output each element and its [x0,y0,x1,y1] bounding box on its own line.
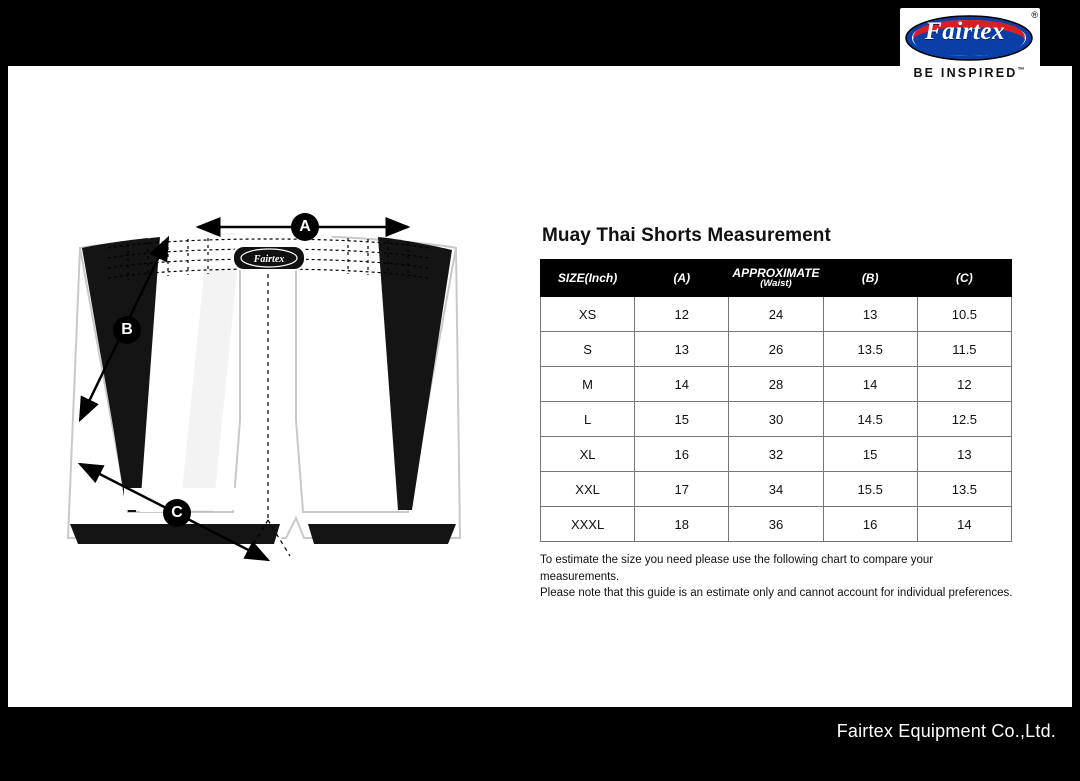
cell-waist: 36 [729,507,823,542]
cell-size: XS [541,297,635,332]
cell-b: 14 [823,367,917,402]
bottom-black-bar [0,759,1080,781]
size-chart-table [540,259,1012,542]
chart-title: Muay Thai Shorts Measurement [542,225,831,246]
cell-a: 18 [635,507,729,542]
cell-c: 12.5 [917,402,1011,437]
col-header-c [917,260,1011,297]
footer-company-name: Fairtex Equipment Co.,Ltd. [836,721,1056,741]
col-header-size [541,260,635,297]
col-header-size-text: SIZE(Inch) [557,270,618,285]
chart-note-line2: Please note that this guide is an estimate only and cannot account for individual preferences. [540,587,1013,600]
table-row [541,332,1012,367]
cell-a: 14 [635,367,729,402]
cell-size: XXXL [541,507,635,542]
col-header-waist-sub: (Waist) [760,278,792,290]
table-row [541,402,1012,437]
fairtex-wordmark: Fairtex [925,18,1005,45]
col-header-c-text: (C) [956,270,973,285]
left-border [0,22,8,759]
cell-c: 13 [917,437,1011,472]
chart-note-line1: To estimate the size you need please use the following chart to compare your measurements. [540,554,934,583]
cell-size: S [541,332,635,367]
brand-tagline-text: BE INSPIRED [913,66,1018,80]
shorts-illustration [8,120,528,590]
cell-waist: 28 [729,367,823,402]
cell-b: 15.5 [823,472,917,507]
col-header-b-text: (B) [861,270,879,285]
cell-waist: 24 [729,297,823,332]
cell-c: 13.5 [917,472,1011,507]
table-row [541,437,1012,472]
cell-size: M [541,367,635,402]
table-row [541,367,1012,402]
waistband-logo-patch [233,246,305,270]
fairtex-logo [900,8,1040,96]
cell-waist: 30 [729,402,823,437]
shorts-graphic [68,232,460,590]
measurement-panel [540,225,1020,602]
table-row [541,472,1012,507]
cell-c: 12 [917,367,1011,402]
cell-b: 13.5 [823,332,917,367]
cell-c: 14 [917,507,1011,542]
cell-b: 16 [823,507,917,542]
brand-tagline [900,66,1038,80]
cell-c: 11.5 [917,332,1011,367]
cell-waist: 32 [729,437,823,472]
cell-size: XXL [541,472,635,507]
cell-waist: 34 [729,472,823,507]
label-badge-a: A [291,213,319,241]
cell-a: 15 [635,402,729,437]
cell-b: 13 [823,297,917,332]
cell-a: 17 [635,472,729,507]
cell-b: 14.5 [823,402,917,437]
svg-text:Fairtex: Fairtex [253,254,285,265]
cell-size: XL [541,437,635,472]
col-header-a [635,260,729,297]
cell-c: 10.5 [917,297,1011,332]
table-head [541,260,1012,297]
trademark-mark: ™ [1017,66,1025,74]
label-badge-b: B [113,316,141,344]
registered-mark: ® [1031,10,1038,20]
cell-waist: 26 [729,332,823,367]
shorts-diagram-svg [8,120,528,590]
footer-band [0,707,1080,759]
table-body [541,297,1012,542]
cell-size: L [541,402,635,437]
cell-b: 15 [823,437,917,472]
col-header-a-text: (A) [673,270,691,285]
table-row [541,507,1012,542]
col-header-waist [729,260,823,297]
col-header-waist-text: APPROXIMATE [732,265,820,280]
table-row [541,297,1012,332]
cell-a: 12 [635,297,729,332]
cell-a: 13 [635,332,729,367]
chart-note [540,552,1014,602]
cell-a: 16 [635,437,729,472]
right-border [1072,22,1080,759]
label-badge-c: C [163,499,191,527]
col-header-b [823,260,917,297]
table-header-row [541,260,1012,297]
